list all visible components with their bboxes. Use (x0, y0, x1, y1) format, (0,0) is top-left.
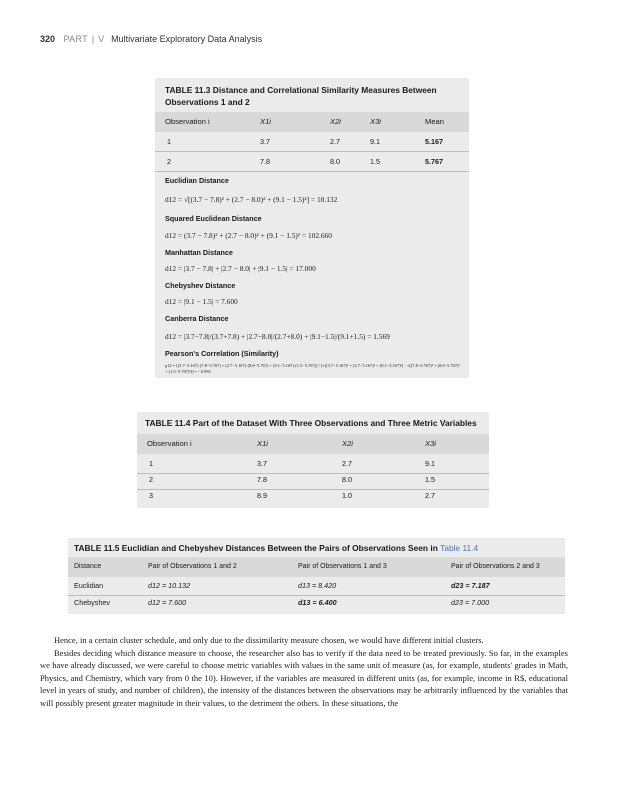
table-row: 1 3.7 2.7 9.1 (149, 459, 435, 468)
measure-formula: ρ12 = [(3.7−5.167)·(7.8−5.767) + (2.7−5.167)·(8.0−5.767) + (9.1−5.167)·(1.5−5.767)] / [√((3.7−5.167)² + (2.7−5.167)² + (9.1−5.167)²) · √((7.8−5.767)² + (8.0−5.767)² + (1.5−5.767)²)] = −0.993 (165, 363, 460, 374)
col-x3: X3i (370, 117, 381, 126)
table-11-3-header (155, 112, 469, 132)
running-header: 320 PART | V Multivariate Exploratory Data Analysis (40, 34, 263, 44)
table-row: Chebyshev d12 = 7.600 d13 = 6.400 d23 = 7.000 (74, 598, 490, 607)
table-row: 2 7.8 8.0 1.5 (149, 475, 435, 484)
col-x1: X1i (260, 117, 271, 126)
body-text (40, 634, 568, 710)
col-x2: X2i (342, 439, 353, 448)
section-title: Multivariate Exploratory Data Analysis (111, 34, 263, 44)
measure-formula: d12 = |3.7−7.8|/(3.7+7.8) + |2.7−8.0|/(2.7+8.0) + |9.1−1.5|/(9.1+1.5) = 1.569 (165, 332, 390, 341)
measure-label: Chebyshev Distance (165, 281, 236, 290)
table-row: 1 3.7 2.7 9.1 5.167 (167, 137, 443, 146)
table-11-4 (137, 412, 489, 508)
table-11-3-caption: TABLE 11.3 Distance and Correlational Similarity Measures Between Observations 1 and 2 (165, 85, 437, 107)
table-11-4-link[interactable]: Table 11.4 (440, 543, 479, 553)
table-11-5 (68, 538, 565, 614)
measure-label: Canberra Distance (165, 314, 229, 323)
table-row: 3 8.9 1.0 2.7 (149, 491, 435, 500)
col-x2: X2i (330, 117, 341, 126)
measure-formula: d12 = √[(3.7 − 7.8)² + (2.7 − 8.0)² + (9.1 − 1.5)²] = 10.132 (165, 195, 338, 204)
table-11-5-header: Distance Pair of Observations 1 and 2 Pair of Observations 1 and 3 Pair of Observations 2 and 3 (68, 557, 565, 577)
paragraph: Besides deciding which distance measure to choose, the researcher also has to verify if the data need to be treated previously. So far, in the examples we have already discussed, we were careful to choose metric variables with values in the same unit of measure (as, for example, students' grades in Math, Physics, and Chemistry, which vary from 0 the 10). However, if the variables are measured in different units (as, for example, income in R$, educational level in years of study, and number of children), the intensity of the distances between the observations may be arbitrarily influenced by the variables that will possibly present greater magnitude in their values, to the detriment the others. In these situations, the (40, 647, 568, 708)
measure-label: Euclidian Distance (165, 176, 229, 185)
measure-label: Squared Euclidean Distance (165, 214, 262, 223)
measure-label: Pearson's Correlation (Similarity) (165, 349, 279, 358)
col-observation: Observation i (165, 117, 210, 126)
part-label: PART (63, 34, 88, 44)
measure-formula: d12 = |3.7 − 7.8| + |2.7 − 8.0| + |9.1 − 1.5| = 17.000 (165, 264, 316, 273)
col-x1: X1i (257, 439, 268, 448)
table-11-4-header (137, 434, 489, 454)
table-11-5-caption: TABLE 11.5 Euclidian and Chebyshev Distances Between the Pairs of Observations Seen in Table 11.4 (74, 543, 479, 553)
table-row: Euclidian d12 = 10.132 d13 = 8.420 d23 = 7.187 (74, 581, 490, 590)
table-11-4-caption: TABLE 11.4 Part of the Dataset With Three Observations and Three Metric Variables (145, 418, 477, 428)
paragraph: Hence, in a certain cluster schedule, and only due to the dissimilarity measure chosen, we would have different initial clusters. (54, 635, 484, 645)
measure-label: Manhattan Distance (165, 248, 233, 257)
col-x3: X3i (425, 439, 436, 448)
table-11-3 (155, 78, 469, 378)
measure-formula: d12 = |9.1 − 1.5| = 7.600 (165, 297, 238, 306)
measure-formula: d12 = (3.7 − 7.8)² + (2.7 − 8.0)² + (9.1 − 1.5)² = 102.660 (165, 231, 332, 240)
table-row: 2 7.8 8.0 1.5 5.767 (167, 157, 443, 166)
col-observation: Observation i (147, 439, 192, 448)
part-number: V (98, 34, 105, 44)
col-mean: Mean (425, 117, 444, 126)
page-number: 320 (40, 34, 56, 44)
